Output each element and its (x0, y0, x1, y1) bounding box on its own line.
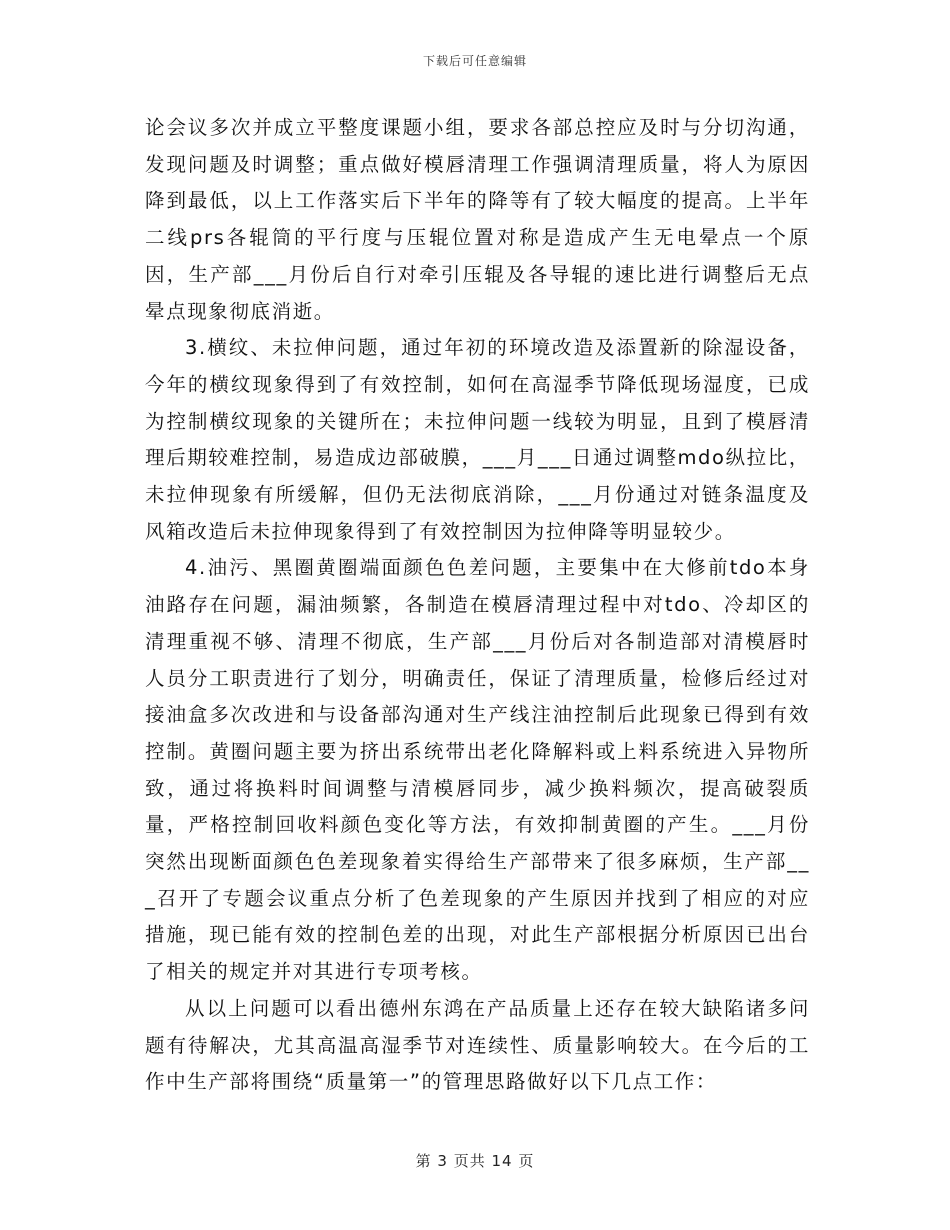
document-body (145, 110, 810, 1101)
paragraph-summary: 从以上问题可以看出德州东鸿在产品质量上还存在较大缺陷诸多问题有待解决，尤其高温高湿季节对连续性、质量影响较大。在今后的工作中生产部将围绕“质量第一”的管理思路做好以下几点工作： (145, 996, 810, 1094)
paragraph-item-3: 3.横纹、未拉伸问题，通过年初的环境改造及添置新的除湿设备，今年的横纹现象得到了有效控制，如何在高湿季节降低现场湿度，已成为控制横纹现象的关键所在；未拉伸问题一线较为明显，且到了模唇清理后期较难控制，易造成边部破膜，___月___日通过调整mdo纵拉比，未拉伸现象有所缓解，但仍无法彻底消除，___月份通过对链条温度及风箱改造后未拉伸现象得到了有效控制因为拉伸降等明显较少。 (145, 336, 810, 543)
paragraph-item-4: 4.油污、黑圈黄圈端面颜色色差问题，主要集中在大修前tdo本身油路存在问题，漏油频繁，各制造在模唇清理过程中对tdo、冷却区的清理重视不够、清理不彻底，生产部___月份后对各制造部对清模唇时人员分工职责进行了划分，明确责任，保证了清理质量，检修后经过对接油盒多次改进和与设备部沟通对生产线注油控制后此现象已得到有效控制。黄圈问题主要为挤出系统带出老化降解料或上料系统进入异物所致，通过将换料时间调整与清模唇同步，减少换料频次，提高破裂质量，严格控制回收料颜色变化等方法，有效抑制黄圈的产生。___月份突然出现断面颜色色差现象着实得给生产部带来了很多麻烦，生产部___召开了专题会议重点分析了色差现象的产生原因并找到了相应的对应措施，现已能有效的控制色差的出现，对此生产部根据分析原因已出台了相关的规定并对其进行专项考核。 (145, 556, 810, 984)
paragraph-continuation: 论会议多次并成立平整度课题小组，要求各部总控应及时与分切沟通，发现问题及时调整；重点做好模唇清理工作强调清理质量，将人为原因降到最低，以上工作落实后下半年的降等有了较大幅度的提高。上半年二线prs各辊筒的平行度与压辊位置对称是造成产生无电晕点一个原因，生产部___月份后自行对牵引压辊及各导辊的速比进行调整后无点晕点现象彻底消逝。 (145, 116, 810, 323)
page-number: 第 3 页共 14 页 (415, 1152, 535, 1170)
header-note: 下载后可任意编辑 (422, 54, 527, 68)
